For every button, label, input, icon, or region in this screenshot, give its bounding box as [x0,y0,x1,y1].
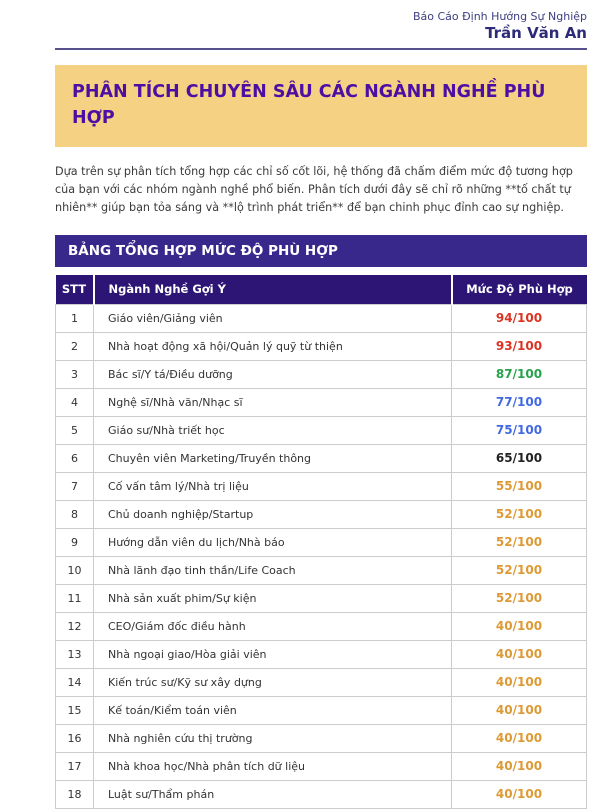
match-score: 40/100 [452,753,587,781]
match-score: 75/100 [452,417,587,445]
career-name: Cố vấn tâm lý/Nhà trị liệu [94,473,452,501]
row-index: 1 [56,305,94,333]
section-title: PHÂN TÍCH CHUYÊN SÂU CÁC NGÀNH NGHỀ PHÙ HỢP [72,82,546,128]
intro-paragraph: Dựa trên sự phân tích tổng hợp các chỉ số cốt lõi, hệ thống đã chấm điểm mức độ tương hợp của bạn với các nhóm ngành nghề phổ biến. Phân tích dưới đây sẽ chỉ rõ những **tố chất tự nhiên** giúp bạn tỏa sáng và **lộ trình phát triển** để bạn chinh phục đỉnh cao sự nghiệp. [55,165,573,214]
match-score: 94/100 [452,305,587,333]
table-row [56,641,587,669]
row-index: 13 [56,641,94,669]
column-header-1: Ngành Nghề Gợi Ý [94,275,452,305]
page-content [55,0,587,809]
career-name: Nhà hoạt động xã hội/Quản lý quỹ từ thiện [94,333,452,361]
row-index: 15 [56,697,94,725]
career-name: CEO/Giám đốc điều hành [94,613,452,641]
career-name: Nghệ sĩ/Nhà văn/Nhạc sĩ [94,389,452,417]
table-row [56,389,587,417]
career-name: Giáo viên/Giảng viên [94,305,452,333]
match-score: 40/100 [452,697,587,725]
career-name: Nhà khoa học/Nhà phân tích dữ liệu [94,753,452,781]
career-name: Chuyên viên Marketing/Truyền thông [94,445,452,473]
table-row [56,361,587,389]
table-head [56,275,587,305]
career-name: Nhà nghiên cứu thị trường [94,725,452,753]
table-row [56,473,587,501]
row-index: 5 [56,417,94,445]
match-score: 40/100 [452,641,587,669]
row-index: 2 [56,333,94,361]
table-row [56,305,587,333]
career-name: Kiến trúc sư/Kỹ sư xây dựng [94,669,452,697]
row-index: 14 [56,669,94,697]
row-index: 7 [56,473,94,501]
match-score: 77/100 [452,389,587,417]
row-index: 3 [56,361,94,389]
table-header-row [56,275,587,305]
person-name: Trần Văn An [485,24,587,42]
row-index: 9 [56,529,94,557]
row-index: 12 [56,613,94,641]
career-name: Nhà ngoại giao/Hòa giải viên [94,641,452,669]
table-row [56,753,587,781]
match-score: 55/100 [452,473,587,501]
column-header-0: STT [56,275,94,305]
row-index: 11 [56,585,94,613]
match-score: 40/100 [452,613,587,641]
document-header [55,0,587,50]
section-title-block [55,65,587,147]
match-score: 40/100 [452,669,587,697]
career-name: Kế toán/Kiểm toán viên [94,697,452,725]
match-score: 65/100 [452,445,587,473]
row-index: 6 [56,445,94,473]
match-score: 40/100 [452,781,587,809]
match-score: 93/100 [452,333,587,361]
match-score: 52/100 [452,501,587,529]
match-score: 52/100 [452,557,587,585]
table-body [56,305,587,809]
career-name: Chủ doanh nghiệp/Startup [94,501,452,529]
compatibility-table [55,275,587,809]
career-name: Bác sĩ/Y tá/Điều dưỡng [94,361,452,389]
match-score: 52/100 [452,585,587,613]
match-score: 40/100 [452,725,587,753]
table-row [56,613,587,641]
table-row [56,529,587,557]
career-name: Hướng dẫn viên du lịch/Nhà báo [94,529,452,557]
row-index: 8 [56,501,94,529]
table-row [56,445,587,473]
match-score: 52/100 [452,529,587,557]
table-row [56,669,587,697]
summary-banner-title: BẢNG TỔNG HỢP MỨC ĐỘ PHÙ HỢP [55,235,587,267]
table-row [56,557,587,585]
table-row [56,417,587,445]
career-name: Giáo sư/Nhà triết học [94,417,452,445]
row-index: 4 [56,389,94,417]
row-index: 10 [56,557,94,585]
table-row [56,585,587,613]
career-name: Nhà lãnh đạo tinh thần/Life Coach [94,557,452,585]
column-header-2: Mức Độ Phù Hợp [452,275,587,305]
table-row [56,501,587,529]
table-row [56,781,587,809]
report-title: Báo Cáo Định Hướng Sự Nghiệp [412,10,587,23]
row-index: 18 [56,781,94,809]
row-index: 17 [56,753,94,781]
match-score: 87/100 [452,361,587,389]
table-row [56,697,587,725]
career-name: Luật sư/Thẩm phán [94,781,452,809]
table-row [56,725,587,753]
row-index: 16 [56,725,94,753]
table-row [56,333,587,361]
career-name: Nhà sản xuất phim/Sự kiện [94,585,452,613]
